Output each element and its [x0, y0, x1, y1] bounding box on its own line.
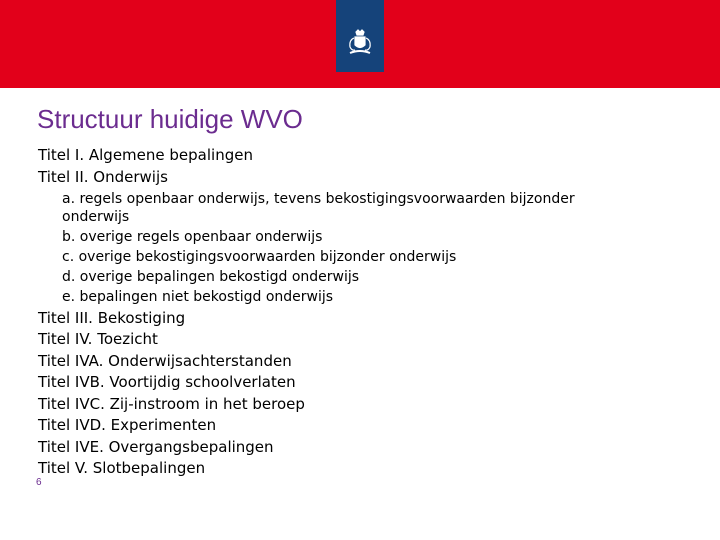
list-item: Titel IVE. Overgangsbepalingen	[38, 437, 274, 456]
list-item: Titel IVB. Voortijdig schoolverlaten	[38, 373, 296, 391]
sub-list-item: e. bepalingen niet bekostigd onderwijs	[62, 288, 334, 305]
sub-list-item-text-continued: onderwijs	[62, 208, 130, 225]
slide-title: Structuur huidige WVO	[37, 104, 303, 134]
logo	[336, 0, 384, 72]
list-item: Titel IVA. Onderwijsachterstanden	[38, 351, 292, 370]
list-item: Titel IVC. Zij-instroom in het beroep	[38, 394, 305, 413]
list-item: Titel V. Slotbepalingen	[38, 459, 206, 477]
list-item: Titel I. Algemene bepalingen	[38, 146, 253, 164]
sub-list-item: d. overige bepalingen bekostigd onderwijs	[62, 268, 360, 285]
sub-list-item-text: a. regels openbaar onderwijs, tevens bekostigingsvoorwaarden bijzonder	[62, 190, 575, 207]
list-item: Titel III. Bekostiging	[38, 308, 186, 327]
page-number: 6	[36, 477, 42, 488]
list-item: Titel II. Onderwijs	[38, 167, 168, 186]
list-item: Titel IVD. Experimenten	[38, 416, 217, 434]
list-item: Titel IV. Toezicht	[38, 330, 158, 348]
coat-of-arms-icon	[345, 28, 375, 58]
sub-list-item: c. overige bekostigingsvoorwaarden bijzonder onderwijs	[62, 248, 457, 265]
sub-list-item	[38, 190, 698, 226]
sub-list-item: b. overige regels openbaar onderwijs	[62, 228, 323, 245]
outline-list	[38, 145, 698, 480]
